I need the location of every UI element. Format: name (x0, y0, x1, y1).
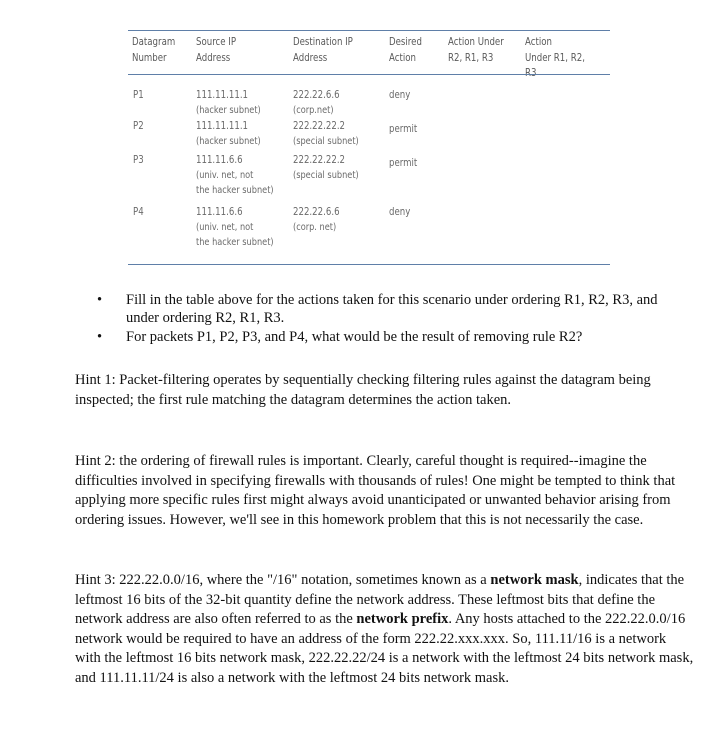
hint-3-text-part2: , indicates that the leftmost 16 bits of the 32-bit quantity define the network address. These leftmost bits that define the network address are also often referred to as the (75, 572, 685, 628)
row-p3-source-note: (univ. net, not the hacker subnet) (196, 170, 274, 197)
header-datagram-number: Datagram Number (132, 36, 176, 64)
row-p2-dest: 222.22.22.2 (293, 120, 346, 132)
row-p1-dest: 222.22.6.6 (293, 89, 340, 101)
row-p4-dest: 222.22.6.6 (293, 206, 340, 218)
row-p2-source-note: (hacker subnet) (196, 136, 261, 147)
row-p1-id: P1 (133, 89, 144, 101)
row-p2-source: 111.11.11.1 (196, 120, 249, 132)
hint-3-text-part3: . Any hosts attached to the 222.22.0.0/16 network would be required to have an address of the form 222.22.xxx.xxx. So, 111.11/16 is a network with the leftmost 16 bits network mask, 222.22.22/24 is a network with the leftmost 24 bits network mask, and 111.11.11/24 is also a network with the leftmost 24 bits network mask. (75, 611, 694, 686)
hint-2-paragraph: Hint 2: the ordering of firewall rules is important. Clearly, careful thought is required--imagine the difficulties involved in specifying firewalls with thousands of rules! One might be tempted to think that applying more specific rules first might always avoid unanticipated or unwanted behavior arising from ordering issues. However, we'll see in this homework problem that this is not necessarily the case. (75, 453, 676, 528)
row-p3-dest-note: (special subnet) (293, 170, 359, 181)
row-p4-id: P4 (133, 206, 144, 218)
row-p2-dest-note: (special subnet) (293, 136, 359, 147)
row-p3-id: P3 (133, 154, 144, 166)
header-destination-ip: Destination IP Address (293, 36, 353, 64)
hint-3-paragraph (75, 571, 695, 689)
hint-3-text-part1: Hint 3: 222.22.0.0/16, where the "/16" notation, sometimes known as a (75, 572, 491, 588)
table-top-rule (128, 30, 610, 31)
row-p2-desired: permit (389, 123, 418, 135)
bullet-icon: • (97, 329, 103, 345)
row-p4-dest-note: (corp. net) (293, 222, 337, 233)
row-p4-source-note: (univ. net, not the hacker subnet) (196, 222, 274, 249)
row-p1-source: 111.11.11.1 (196, 89, 249, 101)
hint-3-term-network-prefix: network prefix (356, 611, 449, 628)
row-p4-desired: deny (389, 206, 411, 218)
header-source-ip: Source IP Address (196, 36, 237, 64)
row-p4-source: 111.11.6.6 (196, 206, 243, 218)
row-p1-desired: deny (389, 89, 411, 101)
table-header-rule (128, 74, 610, 75)
row-p1-dest-note: (corp.net) (293, 105, 334, 116)
row-p3-desired: permit (389, 157, 418, 169)
table-bottom-rule (128, 264, 610, 265)
hint-3-term-network-mask: network mask (490, 572, 579, 588)
list-item (82, 292, 682, 327)
question-2-text: For packets P1, P2, P3, and P4, what would be the result of removing rule R2? (126, 329, 583, 345)
row-p3-dest: 222.22.22.2 (293, 154, 346, 166)
bullet-icon: • (97, 292, 103, 308)
row-p3-source: 111.11.6.6 (196, 154, 243, 166)
row-p1-source-note: (hacker subnet) (196, 105, 261, 116)
list-item (82, 329, 682, 347)
hint-1-paragraph: Hint 1: Packet-filtering operates by sequentially checking filtering rules against the datagram being inspected; the first rule matching the datagram determines the action taken. (75, 372, 651, 408)
question-1-text: Fill in the table above for the actions taken for this scenario under ordering R1, R2, R3, and under ordering R2, R1, R3. (126, 292, 658, 326)
header-action-r1-r2-r3: Action Under R1, R2, R3 (525, 36, 585, 79)
question-list (82, 292, 682, 349)
header-action-r2-r1-r3: Action Under R2, R1, R3 (448, 36, 504, 64)
row-p2-id: P2 (133, 120, 144, 132)
header-desired-action: Desired Action (389, 36, 422, 64)
